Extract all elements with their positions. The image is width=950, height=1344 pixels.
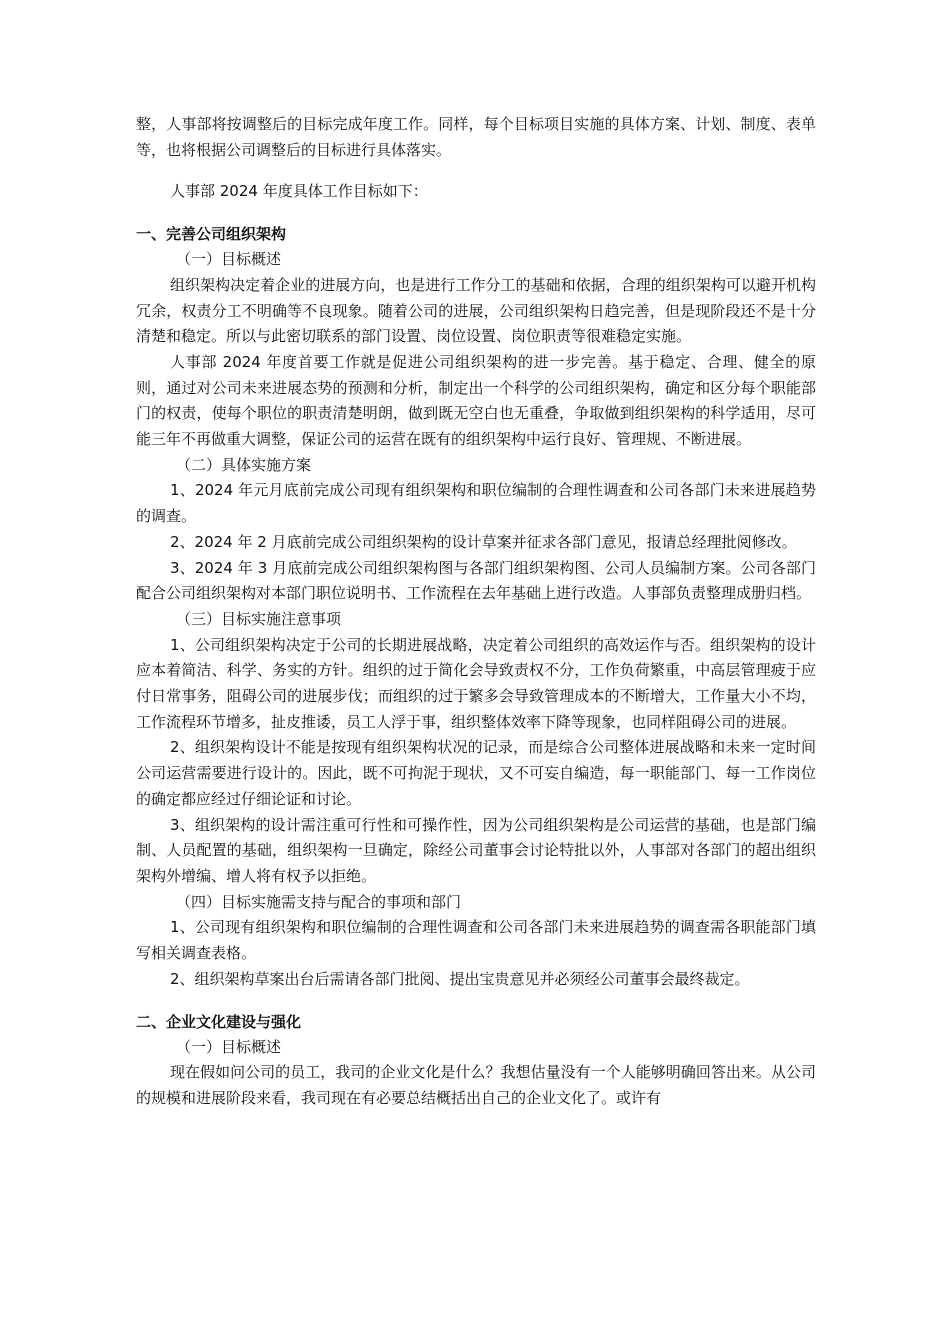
paragraph: 现在假如问公司的员工，我司的企业文化是什么？我想估量没有一个人能够明确回答出来。从公司的规模和进展阶段来看，我司现在有必要总结概括出自己的企业文化了。或许有	[136, 1063, 816, 1107]
spacer	[136, 205, 816, 221]
subheading-implementation-plan: （二）具体实施方案	[176, 455, 312, 474]
subheading-support-departments: （四）目标实施需支持与配合的事项和部门	[176, 892, 462, 911]
spacer	[136, 163, 816, 179]
subheading-goal-overview: （一）目标概述	[176, 250, 282, 269]
section-heading-org-structure: 一、完善公司组织架构	[136, 225, 287, 244]
list-item: 1、公司现有组织架构和职位编制的合理性调查和公司各部门未来进展趋势的调查需各职能部门填写相关调查表格。	[136, 918, 816, 963]
intro-paragraph: 整，人事部将按调整后的目标完成年度工作。同样，每个目标项目实施的具体方案、计划、制度、表单等，也将根据公司调整后的目标进行具体落实。	[136, 115, 816, 159]
section-heading-corporate-culture: 二、企业文化建设与强化	[136, 1012, 302, 1031]
paragraph: 人事部 2024 年度首要工作就是促进公司组织架构的进一步完善。基于稳定、合理、健全的原则，通过对公司未来进展态势的预测和分析，制定出一个科学的公司组织架构，确定和区分每个职能部门的权责，使每个职位的职责清楚明朗，做到既无空白也无重叠，争取做到组织架构的科学适用，尽可能三年不再做重大调整，保证公司的运营在既有的组织架构中运行良好、管理规、不断进展。	[136, 352, 816, 449]
intro-goals-line: 人事部 2024 年度具体工作目标如下：	[170, 182, 428, 201]
list-item: 2、2024 年 2 月底前完成公司组织架构的设计草案并征求各部门意见，报请总经理批阅修改。	[170, 532, 797, 551]
subheading-notes: （三）目标实施注意事项	[176, 609, 342, 628]
list-item: 2、组织架构设计不能是按现有组织架构状况的记录，而是综合公司整体进展战略和未来一定时间公司运营需要进行设计的。因此，既不可拘泥于现状，又不可妄自编造，每一职能部门、每一工作岗位的确定都应经过仔细论证和讨论。	[136, 738, 816, 808]
list-item: 1、2024 年元月底前完成公司现有组织架构和职位编制的合理性调查和公司各部门未来进展趋势的调查。	[136, 481, 816, 526]
spacer	[136, 993, 816, 1009]
paragraph: 组织架构决定着企业的进展方向，也是进行工作分工的基础和依据，合理的组织架构可以避开机构冗余，权责分工不明确等不良现象。随着公司的进展，公司组织架构日趋完善，但是现阶段还不是十分清楚和稳定。所以与此密切联系的部门设置、岗位设置、岗位职责等很难稳定实施。	[136, 275, 816, 346]
subheading-goal-overview: （一）目标概述	[176, 1037, 282, 1056]
list-item: 1、公司组织架构决定于公司的长期进展战略，决定着公司组织的高效运作与否。组织架构的设计应本着简洁、科学、务实的方针。组织的过于简化会导致责权不分，工作负荷繁重，中高层管理疲于应付日常事务，阻碍公司的进展步伐；而组织的过于繁多会导致管理成本的不断增大，工作量大小不均，工作流程环节增多，扯皮推诿，员工人浮于事，组织整体效率下降等现象，也同样阻碍公司的进展。	[136, 635, 816, 731]
list-item: 3、2024 年 3 月底前完成公司组织架构图与各部门组织架构图、公司人员编制方案。公司各部门配合公司组织架构对本部门职位说明书、工作流程在去年基础上进行改造。人事部负责整理成册归档。	[136, 558, 816, 603]
document-page	[136, 112, 816, 1112]
list-item: 2、组织架构草案出台后需请各部门批阅、提出宝贵意见并必须经公司董事会最终裁定。	[170, 969, 750, 988]
list-item: 3、组织架构的设计需注重可行性和可操作性，因为公司组织架构是公司运营的基础，也是部门编制、人员配置的基础，组织架构一旦确定，除经公司董事会讨论特批以外，人事部对各部门的超出组织架构外增编、增人将有权予以拒绝。	[136, 815, 816, 885]
